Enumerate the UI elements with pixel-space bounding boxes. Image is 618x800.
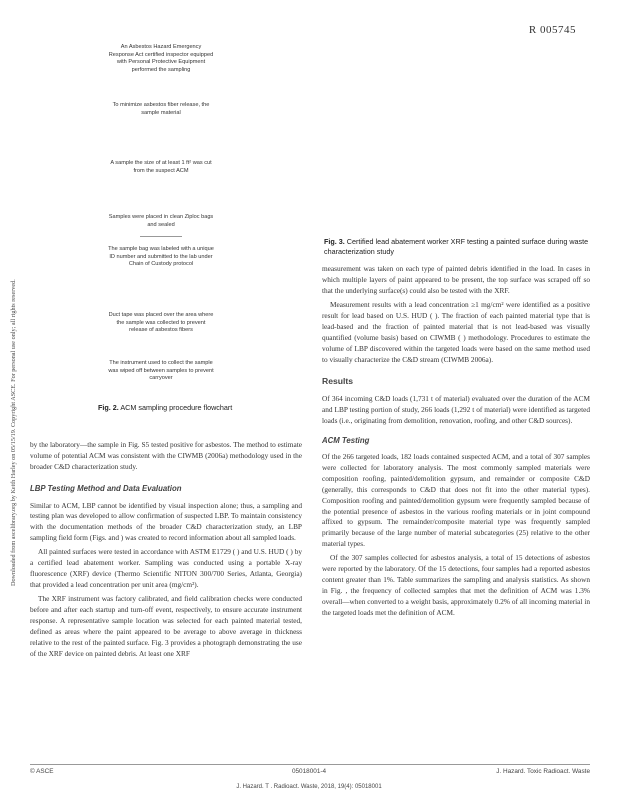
flow-step-6: Duct tape was placed over the area where the sample was collected to prevent release of asbestos fibers bbox=[108, 312, 214, 334]
paragraph: by the laboratory—the sample in Fig. S5 tested positive for asbestos. The method to estimate volume of potential ACM was consistent with the CIWMB (2006a) methodology used in the broader C&D characterization study. bbox=[30, 440, 302, 471]
flow-step-5: The sample bag was labeled with a unique ID number and submitted to the lab under Chain of Custody protocol bbox=[108, 246, 214, 268]
fig2-caption-text: ACM sampling procedure flowchart bbox=[120, 403, 233, 412]
flow-divider bbox=[140, 236, 182, 237]
footer-divider bbox=[30, 764, 590, 765]
paragraph: Of the 266 targeted loads, 182 loads contained suspected ACM, and a total of 307 samples were collected for laboratory analysis. The most commonly sampled materials were composition roofing, painted/demolition gypsum, and remainder or composite C&D (generally, this corresponds to C&D that does not fit into the other material types). Composition roofing and painted/demolition gypsum were frequently sampled because of the potential presence of asbestos in the various roofing materials or in joint compound affixed to gypsum. The remainder/composite material type was frequently sampled primarily because of the large number of material subcategories (25) relative to the other material types. bbox=[322, 451, 590, 549]
fig3-label: Fig. 3. bbox=[324, 237, 345, 246]
download-notice: Downloaded from ascelibrary.org by Keith Harley on 05/15/19. Copyright ASCE. For personal use only; all rights reserved. bbox=[10, 279, 17, 586]
document-stamp: R 005745 bbox=[528, 24, 576, 36]
results-heading: Results bbox=[322, 376, 354, 387]
acm-heading: ACM Testing bbox=[322, 436, 370, 446]
paragraph: Of the 307 samples collected for asbestos analysis, a total of 15 detections of asbestos were reported by the laboratory. Of the 15 detections, four samples had a reported asbestos content greater than 1%. Table summarizes the sampling and analysis statistics. As shown in Fig. , the frequency of collected samples that met the definition of ACM was 1.3% overall—when converted to a weight basis, approximately 0.2% of all incoming material in the targeted loads met the definition of ACM. bbox=[322, 553, 590, 617]
fig3-caption-text: Certified lead abatement worker XRF testing a painted surface during waste characterization study bbox=[324, 237, 589, 257]
flow-step-2: To minimize asbestos fiber release, the sample material bbox=[112, 102, 210, 116]
left-column bbox=[30, 440, 302, 663]
side-note bbox=[6, 195, 20, 590]
flow-step-3: A sample the size of at least 1 ft² was cut from the suspect ACM bbox=[110, 160, 212, 174]
footer-copyright: © ASCE bbox=[30, 768, 54, 775]
paragraph: measurement was taken on each type of painted debris identified in the load. In cases in which multiple layers of paint appeared to be present, the top surface was scraped off so that the underlying surface(s) could also be tested with the XRF. bbox=[322, 264, 590, 295]
fig2-label: Fig. 2. bbox=[98, 403, 119, 412]
footer-journal: J. Hazard. Toxic Radioact. Waste bbox=[496, 768, 590, 775]
paragraph: Measurement results with a lead concentration ≥1 mg/cm² were identified as a positive result for lead based on U.S. HUD ( ). The fraction of each painted material type that is lead-based and the fraction of painted material that is not lead-based was visually quantified (volume basis) based on CIWMB ( ) methodology. Procedures to estimate the volume of LBP discovered within the targeted loads were based on the same method used to visually characterize the C&D stream (CIWMB 2006a). bbox=[322, 299, 590, 364]
flow-step-4: Samples were placed in clean Ziploc bags and sealed bbox=[108, 214, 214, 228]
paragraph: Of 364 incoming C&D loads (1,731 t of material) evaluated over the duration of the ACM and LBP testing portion of study, 266 loads (1,292 t of material) were identified as targeted loads (i.e., originating from demolition, renovation, roofing, and other C&D sources). bbox=[322, 394, 590, 426]
fig2-caption bbox=[98, 403, 318, 412]
lbp-heading: LBP Testing Method and Data Evaluation bbox=[30, 483, 182, 493]
flow-step-1: An Asbestos Hazard Emergency Response Act certified inspector equipped with Personal Protective Equipment performed the sampling bbox=[108, 44, 214, 73]
paragraph: The XRF instrument was factory calibrated, and field calibration checks were conducted before and after each startup and turn-off event, respectively, to ensure accurate instrument response. A representative sample location was selected for each painted material tested, defined as areas where the paint appeared to be average to above average in thickness relative to the rest of the painted surface. Fig. 3 provides a photograph demonstrating the use of the XRF device on painted debris. At least one XRF bbox=[30, 594, 302, 658]
footer-page-id: 05018001-4 bbox=[291, 768, 327, 775]
paragraph: All painted surfaces were tested in accordance with ASTM E1729 ( ) and U.S. HUD ( ) by a certified lead abatement worker. Sampling was conducted using a portable X-ray fluorescence (XRF) device (Thermo Scientific NITON 300/700 Series, Atlanta, Georgia) that provided a lead concentration per unit area (mg/cm²). bbox=[30, 547, 302, 590]
footer-citation: J. Hazard. T . Radioact. Waste, 2018, 19(4): 05018001 bbox=[236, 784, 382, 790]
right-column bbox=[322, 264, 590, 622]
paragraph: Similar to ACM, LBP cannot be identified by visual inspection alone; thus, a sampling and testing plan was developed to allow confirmation of suspected LBP. To maintain consistency with the documentation methods of the broader C&D characterization study, an LBP sampling field form (Figs. and ) was created to record information about all sampled loads. bbox=[30, 500, 302, 543]
fig3-caption bbox=[324, 237, 589, 257]
flow-step-7: The instrument used to collect the sample was wiped off between samples to prevent carryover bbox=[108, 360, 214, 382]
